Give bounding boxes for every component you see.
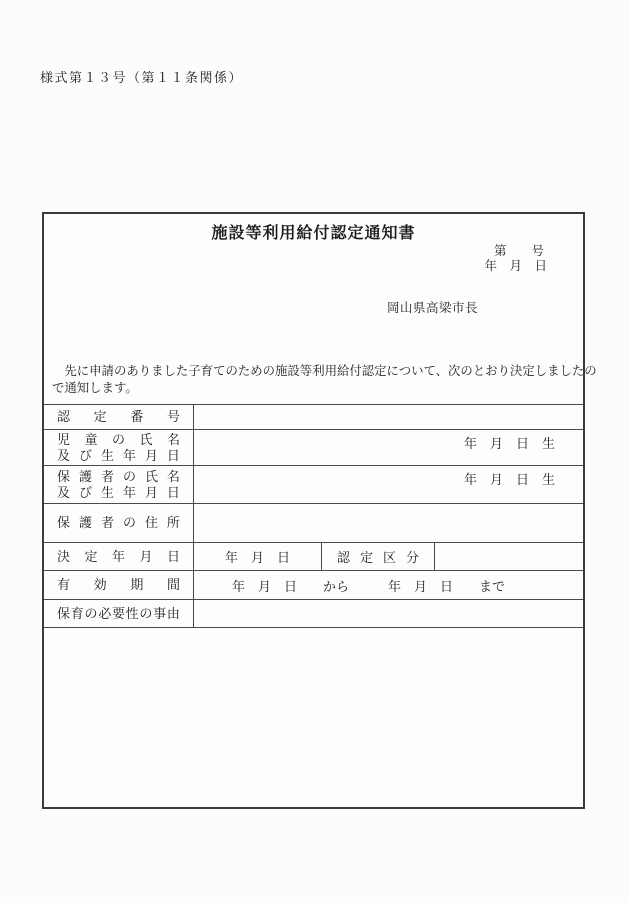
- decision-date-label-cell: [44, 543, 194, 570]
- document-title: 施設等利用給付認定通知書: [211, 225, 416, 242]
- row-validity-period: [44, 571, 583, 600]
- childcare-necessity-label-cell: [44, 600, 194, 627]
- decision-date-value-cell: [194, 543, 322, 570]
- validity-period-label: 有 効 期 間: [57, 577, 180, 592]
- child-name-label-line2: 及 び 生 年 月 日: [57, 447, 180, 463]
- guardian-address-label: 保 護 者 の 住 所: [57, 515, 180, 530]
- row-decision-date-category: [44, 543, 583, 571]
- guardian-name-label-line2: 及 び 生 年 月 日: [57, 484, 180, 500]
- childcare-necessity-value-cell: [194, 600, 583, 627]
- row-childcare-necessity-reason: [44, 600, 583, 628]
- certification-category-value-cell: [435, 543, 583, 570]
- validity-period-placeholder: 年 月 日 から 年 月 日 まで: [232, 578, 506, 594]
- childcare-necessity-label: 保 育 の 必 要 性 の 事 由: [57, 605, 180, 621]
- child-name-birthdate-label-cell: [44, 430, 194, 465]
- document-number-line: 第 号: [493, 244, 544, 258]
- body-line-1: 先に申請のありました子育てのための施設等利用給付認定について、次のとおり決定しましたの: [52, 364, 597, 378]
- guardian-birthdate-value-cell: [194, 466, 583, 503]
- row-guardian-name-birthdate: [44, 466, 583, 504]
- guardian-address-value-cell: [194, 504, 583, 542]
- row-certification-number: [44, 405, 583, 430]
- form-number-label: 様式第１３号（第１１条関係）: [40, 70, 244, 85]
- certification-category-label-cell: [322, 543, 435, 570]
- child-name-label-line1: 児 童 の 氏 名: [57, 431, 180, 447]
- certification-number-label: 認 定 番 号: [57, 409, 180, 424]
- decision-date-placeholder: 年 月 日: [224, 550, 290, 565]
- certification-number-value-cell: [194, 405, 583, 429]
- certification-category-label: 認 定 区 分: [337, 550, 419, 565]
- notice-border-box: [42, 212, 597, 809]
- row-guardian-address: [44, 504, 583, 543]
- guardian-name-label-line1: 保 護 者 の 氏 名: [57, 468, 180, 484]
- validity-period-label-cell: [44, 571, 194, 599]
- row-child-name-birthdate: [44, 430, 583, 466]
- child-birthdate-value-cell: [194, 430, 583, 465]
- body-line-2: で通知します。: [52, 381, 138, 395]
- validity-period-value-cell: [194, 571, 583, 599]
- issue-date-line: 年 月 日: [484, 259, 547, 273]
- guardian-name-birthdate-label-cell: [44, 466, 194, 503]
- issuer-name: 岡山県高梁市長: [387, 301, 479, 315]
- certification-number-label-cell: [44, 405, 194, 429]
- guardian-birthdate-placeholder: 年 月 日 生: [463, 472, 555, 487]
- body-paragraph: [52, 363, 597, 397]
- child-birthdate-placeholder: 年 月 日 生: [463, 436, 555, 451]
- decision-date-label: 決 定 年 月 日: [57, 548, 180, 564]
- guardian-address-label-cell: [44, 504, 194, 542]
- certification-table: [44, 404, 583, 628]
